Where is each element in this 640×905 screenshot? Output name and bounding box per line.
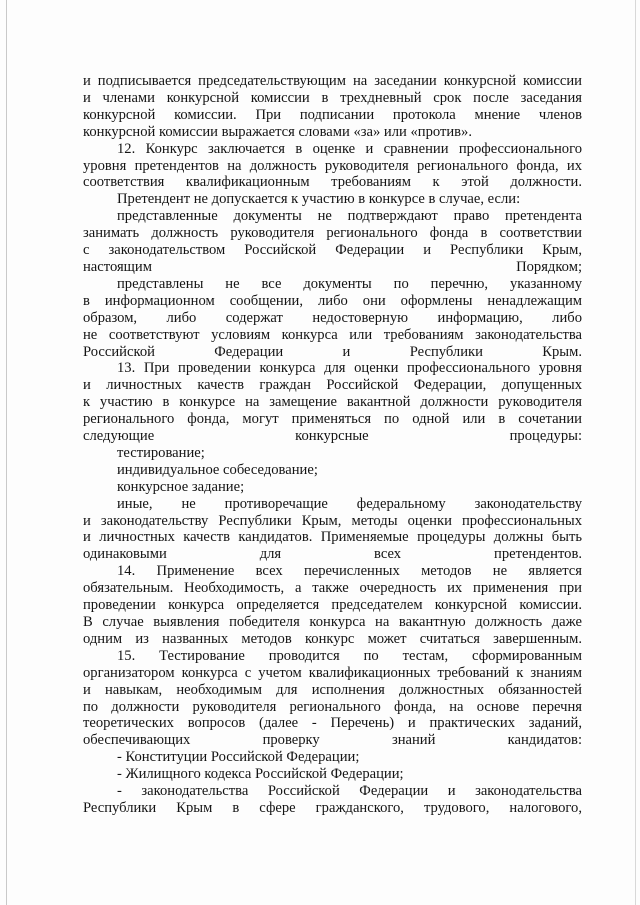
paragraph-clause-12: 12. Конкурс заключается в оценке и сравнении профессионального уровня претендентов на должность руководителя регионального фонда, их соответствия квалификационным требованиям к этой должности. <box>83 140 582 191</box>
paragraph-documents-incomplete: представлены не все документы по перечню, указанному в информационном сообщении, либо они оформлены ненадлежащим образом, либо содержат недостоверную информацию, либо не соответствуют условиям конкурса или требованиям законодательства Российской Федерации и Республики Крым. <box>83 275 582 360</box>
paragraph-not-admitted: Претендент не допускается к участию в конкурсе в случае, если: <box>117 191 521 208</box>
paragraph-legislation: - законодательства Российской Федерации и законодательства Республики Крым в сфере гражданского, трудового, налогового, <box>83 783 582 816</box>
list-item-constitution: - Конституции Российской Федерации; <box>117 749 360 766</box>
paragraph-clause-14: 14. Применение всех перечисленных методов не является обязательным. Необходимость, а также очередность их применения при проведении конкурса определяется председателем конкурсной комиссии. В случае выявления победителя конкурса на вакантную должность даже одним из названных методов конкурс может считаться завершенным. <box>83 563 582 647</box>
list-item-assignment: конкурсное задание; <box>117 478 245 495</box>
document-text <box>83 73 582 817</box>
page-right-edge <box>635 0 636 905</box>
list-item-testing: тестирование; <box>117 444 205 461</box>
paragraph-clause-13: 13. При проведении конкурса для оценки профессионального уровня и личностных качеств граждан Российской Федерации, допущенных к участию в конкурсе на замещение вакантной должности руководителя регионального фонда, могут применяться по одной или в сочетании следующие конкурсные процедуры: <box>83 360 582 445</box>
paragraph-continuation: и подписывается председательствующим на заседании конкурсной комиссии и членами конкурсной комиссии в трехдневный срок после заседания конкурсной комиссии. При подписании протокола мнение членов конкурсной комиссии выражается словами «за» или «против». <box>83 73 582 140</box>
paragraph-other-methods: иные, не противоречащие федеральному законодательству и законодательству Республики Крым, методы оценки профессиональных и личностных качеств кандидатов. Применяемые процедуры должны быть одинаковыми для всех претендентов. <box>83 495 582 563</box>
list-item-housing-code: - Жилищного кодекса Российской Федерации; <box>117 766 404 783</box>
page-left-edge <box>6 0 7 905</box>
paragraph-documents-invalid: представленные документы не подтверждают право претендента занимать должность руководителя регионального фонда в соответствии с законодательством Российской Федерации и Республики Крым, настоящим Порядком; <box>83 208 582 275</box>
paragraph-clause-15: 15. Тестирование проводится по тестам, сформированным организатором конкурса с учетом квалификационных требований к знаниям и навыкам, необходимым для исполнения должностных обязанностей по должности руководителя регионального фонда, на основе перечня теоретических вопросов (далее - Перечень) и практических заданий, обеспечивающих проверку знаний кандидатов: <box>83 647 582 749</box>
list-item-interview: индивидуальное собеседование; <box>117 461 318 478</box>
